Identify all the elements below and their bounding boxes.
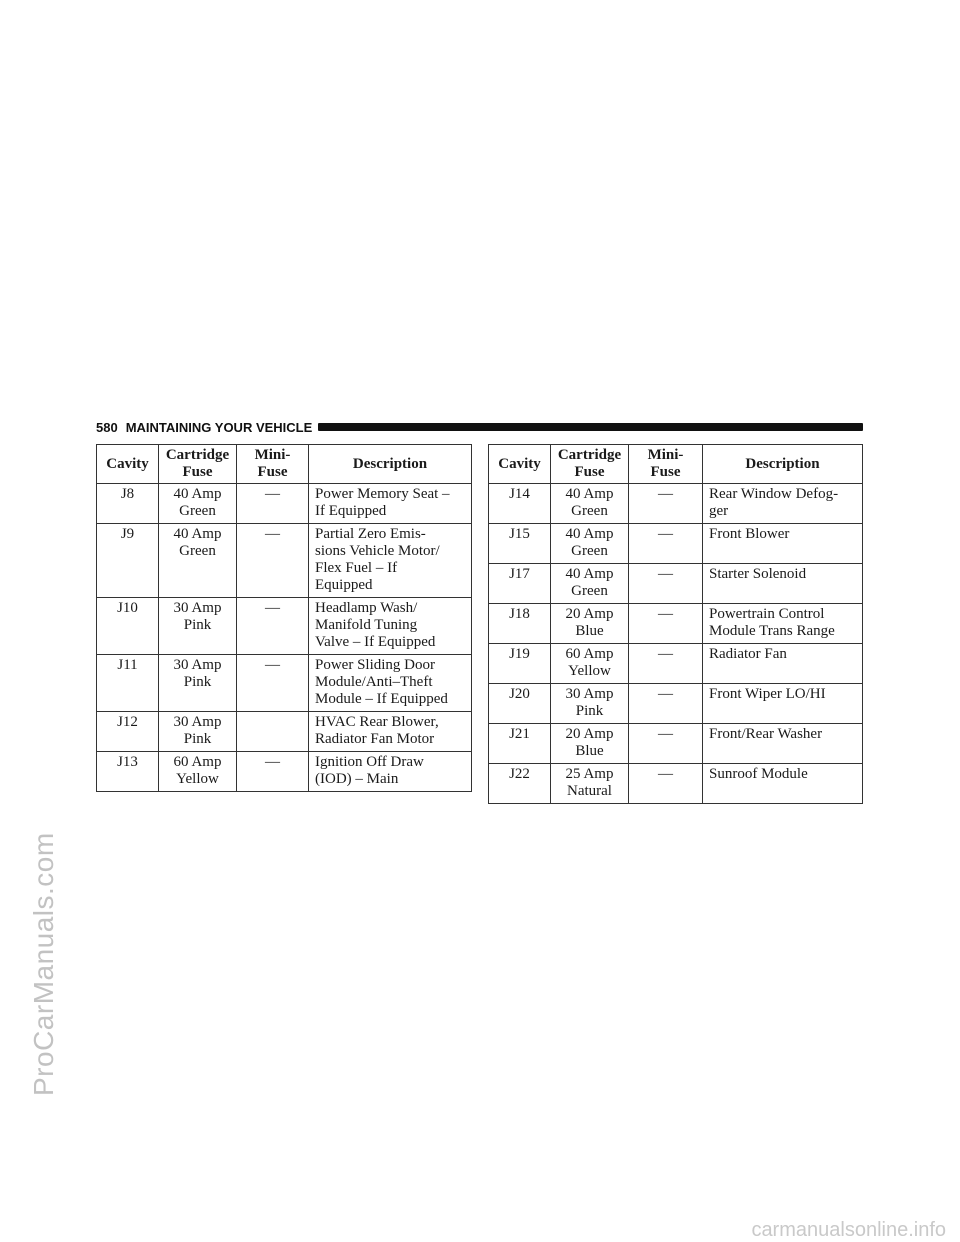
mini-fuse-cell: — [629, 684, 703, 724]
description-cell: Headlamp Wash/ Manifold Tuning Valve – If Equipped [309, 598, 472, 655]
cartridge-fuse-cell: 30 Amp Pink [159, 712, 237, 752]
cartridge-fuse-cell: 40 Amp Green [159, 484, 237, 524]
cartridge-fuse-cell: 30 Amp Pink [159, 655, 237, 712]
header-cavity: Cavity [489, 445, 551, 484]
description-cell: Power Memory Seat – If Equipped [309, 484, 472, 524]
cartridge-fuse-cell: 25 Amp Natural [551, 764, 629, 804]
header-mini-fuse: Mini- Fuse [237, 445, 309, 484]
cartridge-fuse-cell: 60 Amp Yellow [159, 752, 237, 792]
description-cell: Ignition Off Draw (IOD) – Main [309, 752, 472, 792]
header-description: Description [703, 445, 863, 484]
table-row [97, 655, 472, 712]
description-cell: Front Wiper LO/HI [703, 684, 863, 724]
description-cell: Sunroof Module [703, 764, 863, 804]
description-cell: Starter Solenoid [703, 564, 863, 604]
table-body [97, 484, 472, 792]
table-row [97, 524, 472, 598]
cartridge-fuse-cell: 40 Amp Green [551, 564, 629, 604]
description-cell: Rear Window Defog- ger [703, 484, 863, 524]
description-cell: Front Blower [703, 524, 863, 564]
cavity-cell: J11 [97, 655, 159, 712]
cavity-cell: J18 [489, 604, 551, 644]
header-cartridge-fuse: Cartridge Fuse [551, 445, 629, 484]
cavity-cell: J14 [489, 484, 551, 524]
mini-fuse-cell: — [629, 724, 703, 764]
side-watermark [28, 832, 68, 1136]
cavity-cell: J8 [97, 484, 159, 524]
header-cartridge-fuse: Cartridge Fuse [159, 445, 237, 484]
table-row [97, 752, 472, 792]
section-title: MAINTAINING YOUR VEHICLE [125, 419, 313, 435]
table-row [489, 564, 863, 604]
cavity-cell: J15 [489, 524, 551, 564]
mini-fuse-cell [237, 712, 309, 752]
description-cell: Partial Zero Emis- sions Vehicle Motor/ Flex Fuel – If Equipped [309, 524, 472, 598]
table-row [97, 484, 472, 524]
table-header-row [489, 445, 863, 484]
side-watermark-text: ProCarManuals.com [28, 832, 59, 1096]
fuse-table-right [488, 444, 863, 804]
header-mini-fuse: Mini- Fuse [629, 445, 703, 484]
mini-fuse-cell: — [629, 484, 703, 524]
mini-fuse-cell: — [629, 644, 703, 684]
table-row [489, 524, 863, 564]
table-row [97, 598, 472, 655]
header-cavity: Cavity [97, 445, 159, 484]
table-row [489, 724, 863, 764]
cavity-cell: J22 [489, 764, 551, 804]
page-number: 580 [96, 419, 118, 435]
table-row [489, 684, 863, 724]
cavity-cell: J12 [97, 712, 159, 752]
mini-fuse-cell: — [629, 524, 703, 564]
mini-fuse-cell: — [237, 524, 309, 598]
description-cell: Radiator Fan [703, 644, 863, 684]
fuse-table-left [96, 444, 472, 792]
mini-fuse-cell: — [629, 764, 703, 804]
mini-fuse-cell: — [237, 484, 309, 524]
mini-fuse-cell: — [237, 655, 309, 712]
description-cell: Front/Rear Washer [703, 724, 863, 764]
cartridge-fuse-cell: 40 Amp Green [159, 524, 237, 598]
mini-fuse-cell: — [237, 752, 309, 792]
cavity-cell: J21 [489, 724, 551, 764]
mini-fuse-cell: — [629, 604, 703, 644]
description-cell: HVAC Rear Blower, Radiator Fan Motor [309, 712, 472, 752]
description-cell: Powertrain Control Module Trans Range [703, 604, 863, 644]
table-header-row [97, 445, 472, 484]
cavity-cell: J10 [97, 598, 159, 655]
footer-watermark: carmanualsonline.info [751, 1219, 946, 1241]
header-description: Description [309, 445, 472, 484]
table-row [97, 712, 472, 752]
cartridge-fuse-cell: 30 Amp Pink [551, 684, 629, 724]
description-cell: Power Sliding Door Module/Anti–Theft Module – If Equipped [309, 655, 472, 712]
cavity-cell: J20 [489, 684, 551, 724]
cavity-cell: J13 [97, 752, 159, 792]
table-body [489, 484, 863, 804]
cartridge-fuse-cell: 40 Amp Green [551, 524, 629, 564]
cartridge-fuse-cell: 60 Amp Yellow [551, 644, 629, 684]
header-rule [318, 423, 863, 431]
cavity-cell: J19 [489, 644, 551, 684]
table-row [489, 764, 863, 804]
cartridge-fuse-cell: 20 Amp Blue [551, 604, 629, 644]
mini-fuse-cell: — [629, 564, 703, 604]
cartridge-fuse-cell: 30 Amp Pink [159, 598, 237, 655]
table-row [489, 604, 863, 644]
cavity-cell: J17 [489, 564, 551, 604]
table-row [489, 644, 863, 684]
table-row [489, 484, 863, 524]
cartridge-fuse-cell: 40 Amp Green [551, 484, 629, 524]
cartridge-fuse-cell: 20 Amp Blue [551, 724, 629, 764]
page-header [96, 417, 863, 437]
cavity-cell: J9 [97, 524, 159, 598]
mini-fuse-cell: — [237, 598, 309, 655]
